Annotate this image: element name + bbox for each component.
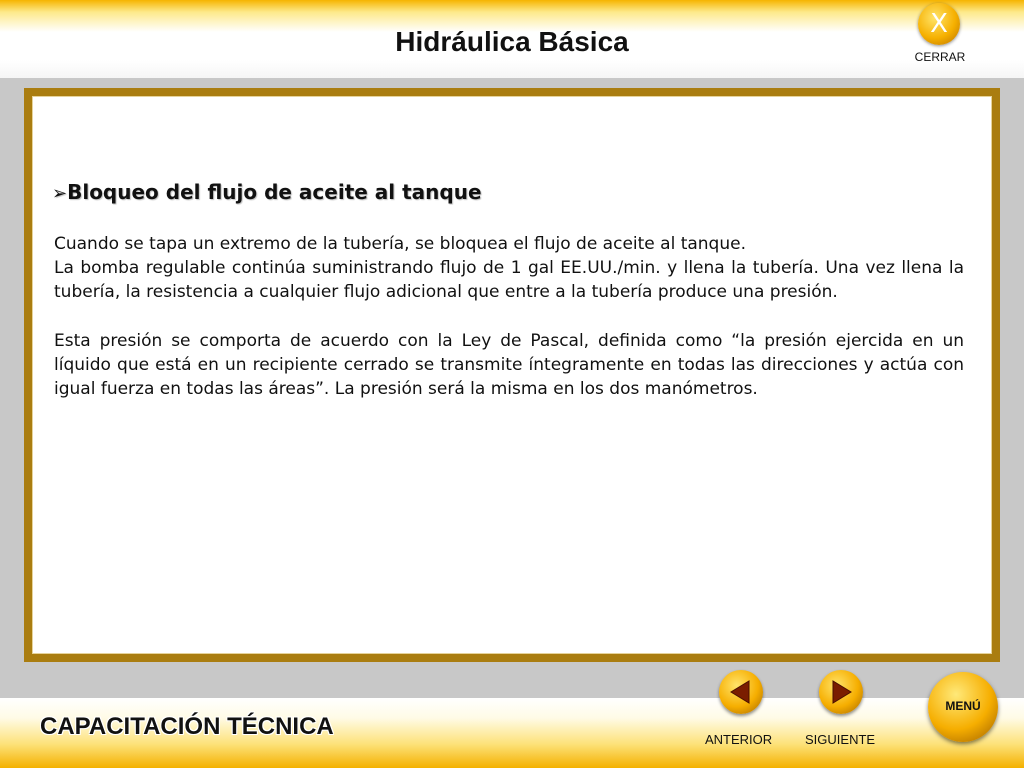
triangle-left-icon [719, 670, 763, 714]
next-label[interactable]: SIGUIENTE [805, 732, 876, 747]
next-button[interactable] [819, 670, 863, 714]
menu-label: MENÚ [945, 699, 981, 713]
paragraph: La bomba regulable continúa suministrando flujo de 1 gal EE.UU./min. y llena la tubería. Una vez llena la tubería, la resistencia a cualquier flujo adicional que entre a la tubería produce una presión. [54, 258, 964, 303]
previous-label[interactable]: ANTERIOR [705, 732, 773, 747]
menu-button[interactable] [928, 672, 998, 742]
paragraph: Esta presión se comporta de acuerdo con la Ley de Pascal, definida como “la presión ejercida en un líquido que está en un recipiente cerrado se transmite íntegramente en todas las direcciones y actúa con igual fuerza en todas las áreas”. La presión será la misma en los dos manómetros. [54, 330, 964, 400]
close-x-icon: X [930, 9, 948, 39]
page-title: Hidráulica Básica [395, 26, 629, 57]
close-label[interactable]: CERRAR [914, 50, 966, 64]
paragraph: Cuando se tapa un extremo de la tubería, se bloquea el flujo de aceite al tanque. [54, 234, 746, 254]
arrow-bullet-icon: ➢ [52, 183, 68, 204]
content-area [54, 180, 964, 401]
section-heading-text: Bloqueo del flujo de aceite al tanque [67, 180, 482, 204]
previous-button[interactable] [719, 670, 763, 714]
paragraph-gap [54, 305, 964, 329]
section-heading [52, 180, 964, 204]
close-button[interactable] [918, 3, 960, 45]
triangle-right-icon [819, 670, 863, 714]
brand-label: CAPACITACIÓN TÉCNICA [40, 713, 334, 740]
